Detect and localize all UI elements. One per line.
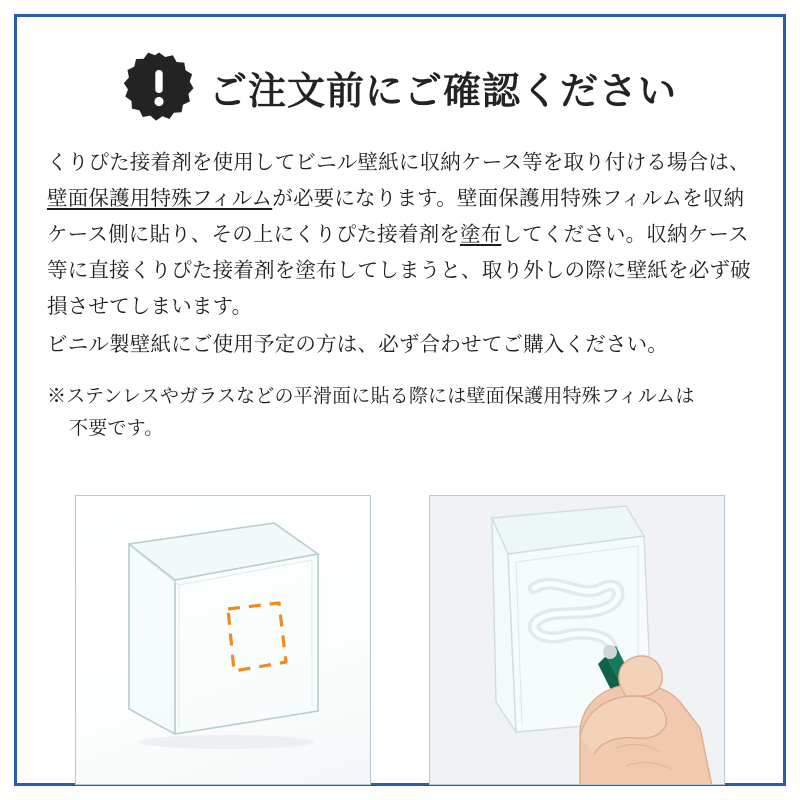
heading-title: ご注文前にご確認ください bbox=[208, 70, 677, 113]
photo-applying-adhesive-by-hand bbox=[429, 495, 725, 785]
note-line-2: 不要です。 bbox=[69, 418, 164, 439]
photo-row bbox=[17, 495, 783, 785]
main-underline-2: 塗布 bbox=[459, 223, 502, 246]
hand-applying-adhesive-illustration bbox=[430, 496, 725, 785]
paragraph-second: ビニル製壁紙にご使用予定の方は、必ず合わせてご購入ください。 bbox=[47, 333, 668, 356]
main-text-part-3: してください。収納ケース等に直接くりぴた接着剤を塗布してしまうと、取り外しの際に壁紙を必ず破損させてしまいます。 bbox=[47, 223, 751, 318]
photo-acrylic-case-with-film-area bbox=[75, 495, 371, 785]
main-text-part-2: が必要になります。壁面保護用特殊フィルムを収納ケース側に貼り、その上にくりぴた接着剤を bbox=[47, 187, 745, 246]
main-underline-1: 壁面保護用特殊フィルム bbox=[47, 187, 273, 210]
content-frame bbox=[14, 14, 786, 786]
note-line-1: ※ステンレスやガラスなどの平滑面に貼る際には壁面保護用特殊フィルムは bbox=[47, 386, 695, 407]
notice-body bbox=[47, 145, 759, 445]
exclamation-badge-icon bbox=[123, 51, 195, 123]
main-text-part-1: くりぴた接着剤を使用してビニル壁紙に収納ケース等を取り付ける場合は、 bbox=[47, 151, 750, 174]
notice-heading bbox=[17, 45, 783, 129]
acrylic-case-illustration bbox=[76, 496, 371, 785]
paragraph-main bbox=[47, 145, 759, 325]
paragraph-note bbox=[47, 381, 759, 445]
